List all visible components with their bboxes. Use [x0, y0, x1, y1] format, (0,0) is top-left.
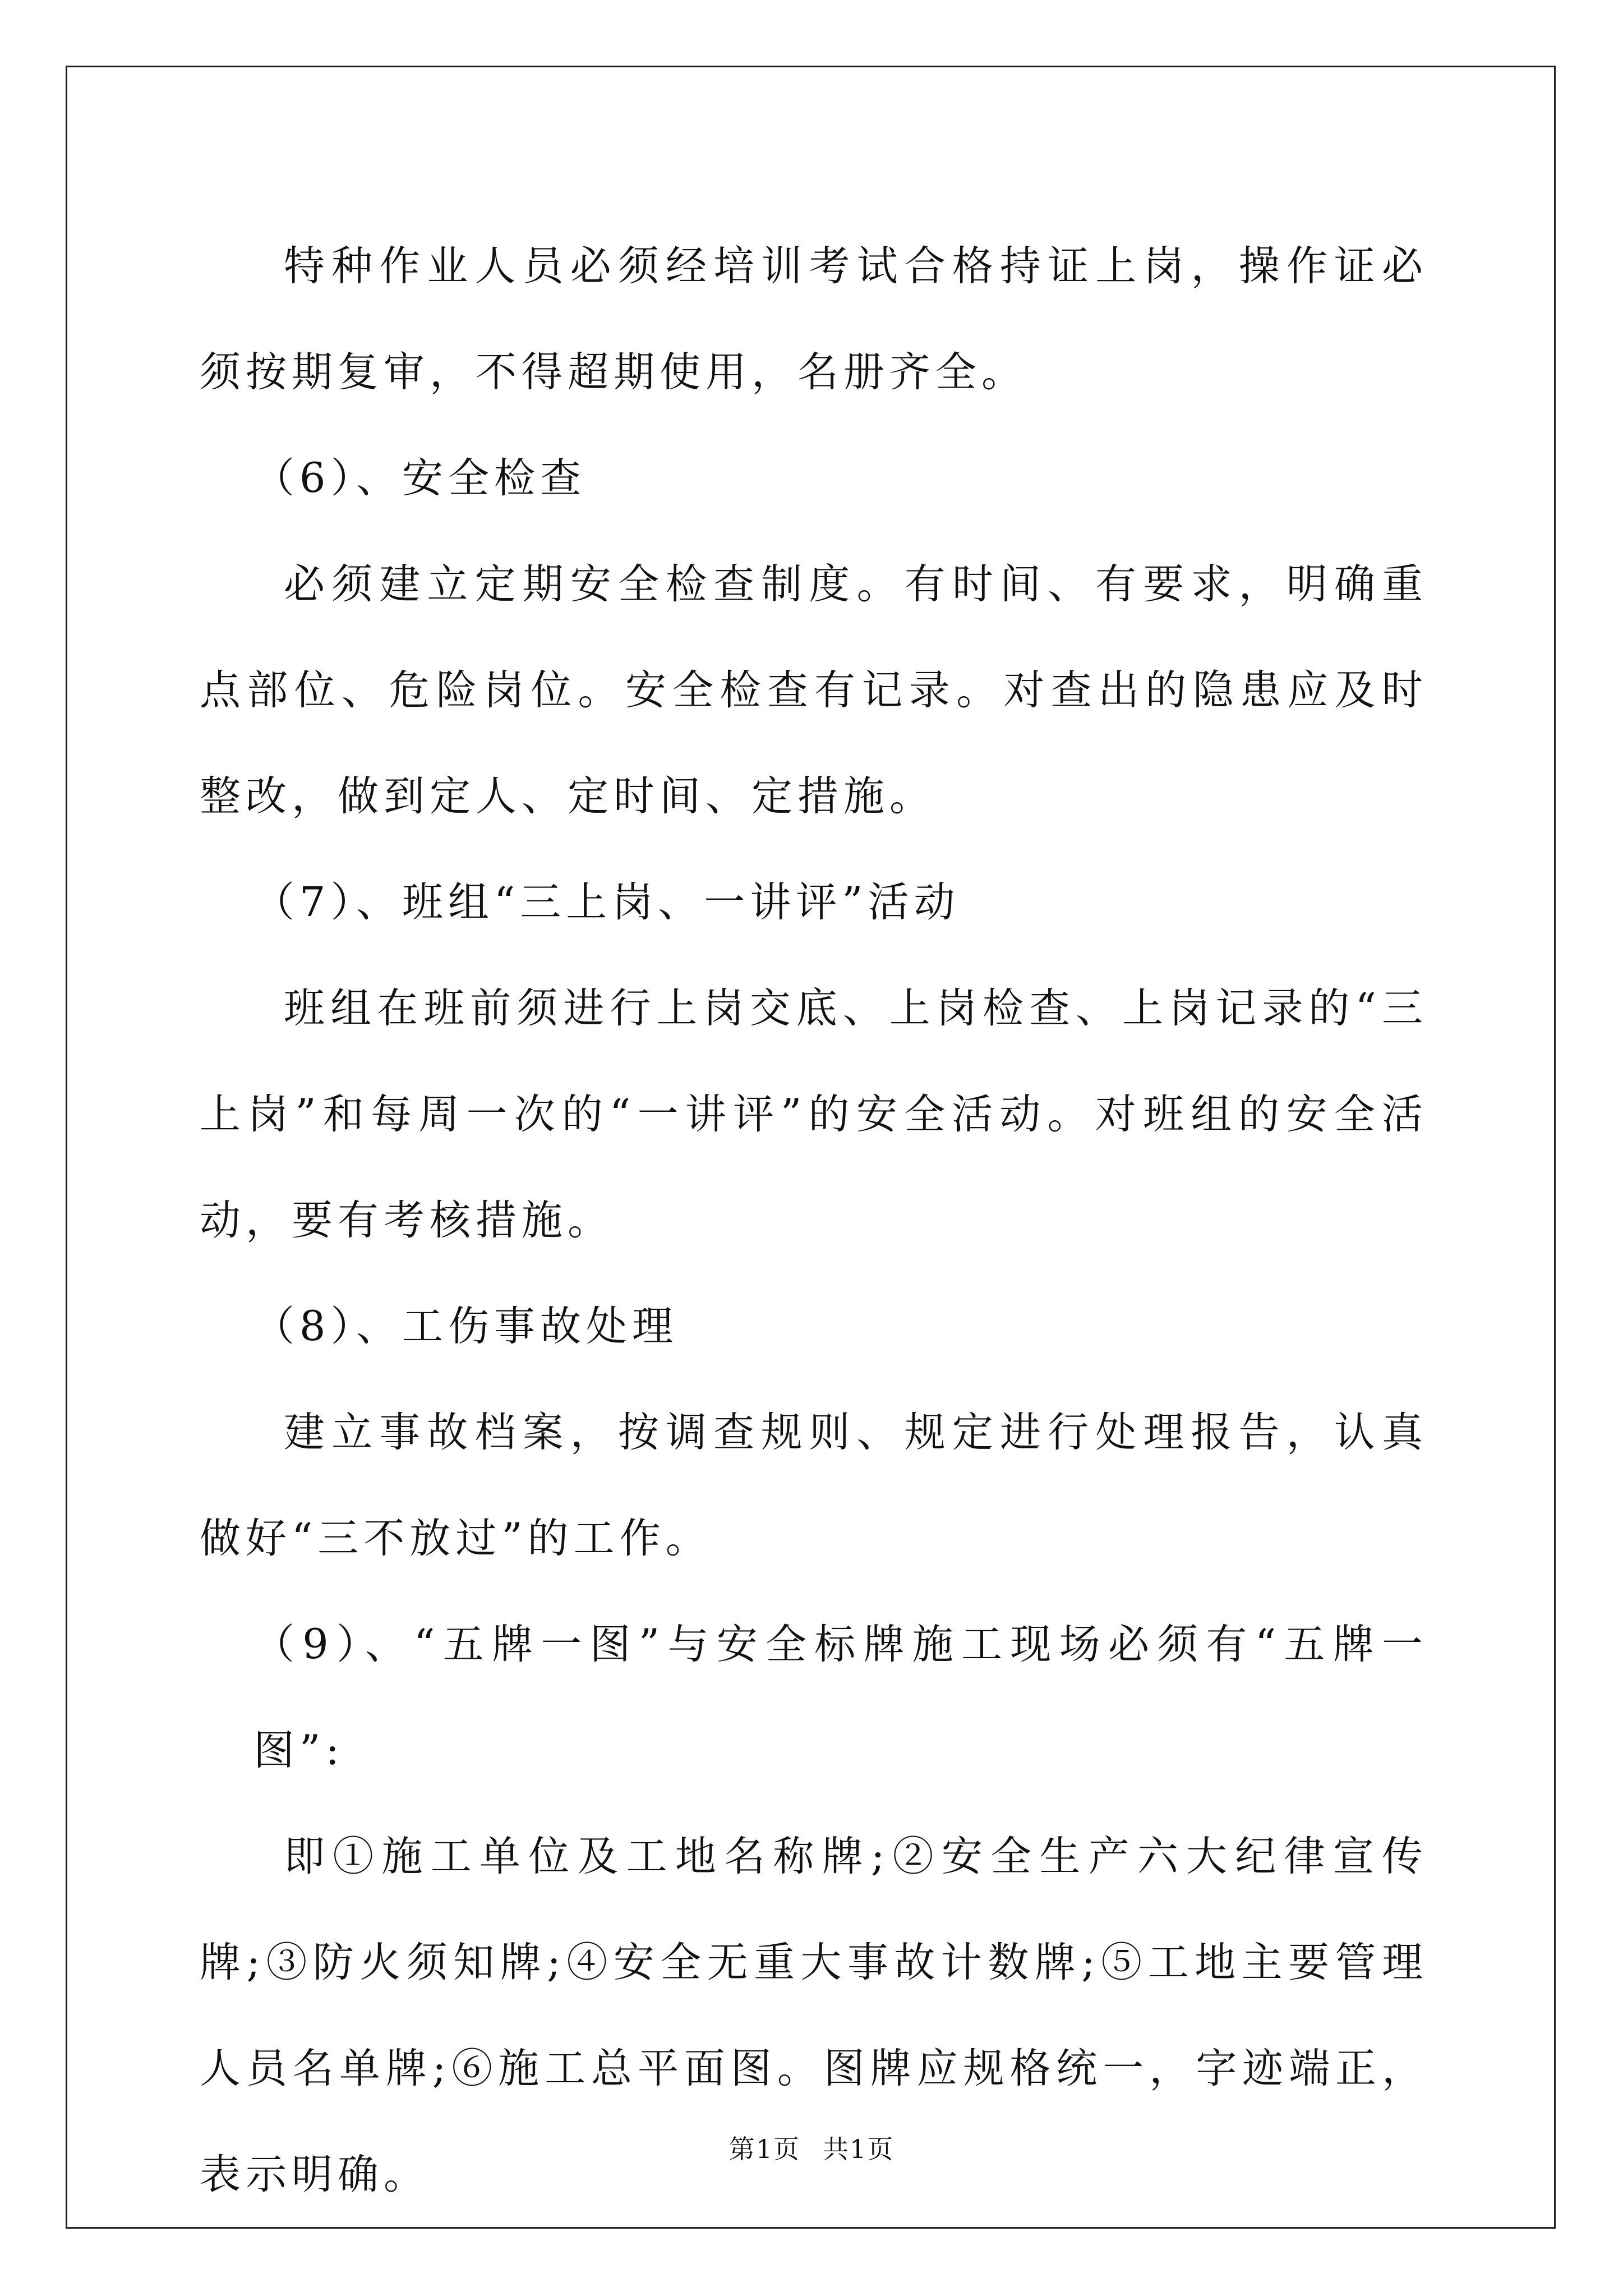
page-number: 第1页 — [728, 2134, 800, 2164]
heading-five-boards: （9）、“五牌一图”与安全标牌施工现场必须有“五牌一图”: — [253, 1621, 1428, 1774]
heading-team-activity: （7）、班组“三上岗、一讲评”活动 — [253, 878, 960, 926]
paragraph-team-activity: 班组在班前须进行上岗交底、上岗检查、上岗记录的“三上岗”和每周一次的“一讲评”的安全活动。对班组的安全活动，要有考核措施。 — [200, 984, 1428, 1244]
paragraph-accident-handling: 建立事故档案，按调查规则、规定进行处理报告，认真做好“三不放过”的工作。 — [200, 1409, 1428, 1562]
document-body — [200, 213, 1428, 2228]
paragraph-five-boards: 即①施工单位及工地名称牌;②安全生产六大纪律宣传牌;③防火须知牌;④安全无重大事故计数牌;⑤工地主要管理人员名单牌;⑥施工总平面图。图牌应规格统一，字迹端正，表示明确。 — [200, 1833, 1428, 2198]
paragraph-safety-inspection: 必须建立定期安全检查制度。有时间、有要求，明确重点部位、危险岗位。安全检查有记录。对查出的隐患应及时整改，做到定人、定时间、定措施。 — [200, 560, 1428, 820]
page-footer — [0, 2129, 1623, 2166]
heading-safety-inspection: （6）、安全检查 — [253, 454, 586, 502]
paragraph-certification: 特种作业人员必须经培训考试合格持证上岗，操作证必须按期复审，不得超期使用，名册齐全。 — [200, 242, 1428, 396]
heading-accident-handling: （8）、工伤事故处理 — [253, 1303, 678, 1350]
page-total: 共1页 — [823, 2134, 895, 2164]
